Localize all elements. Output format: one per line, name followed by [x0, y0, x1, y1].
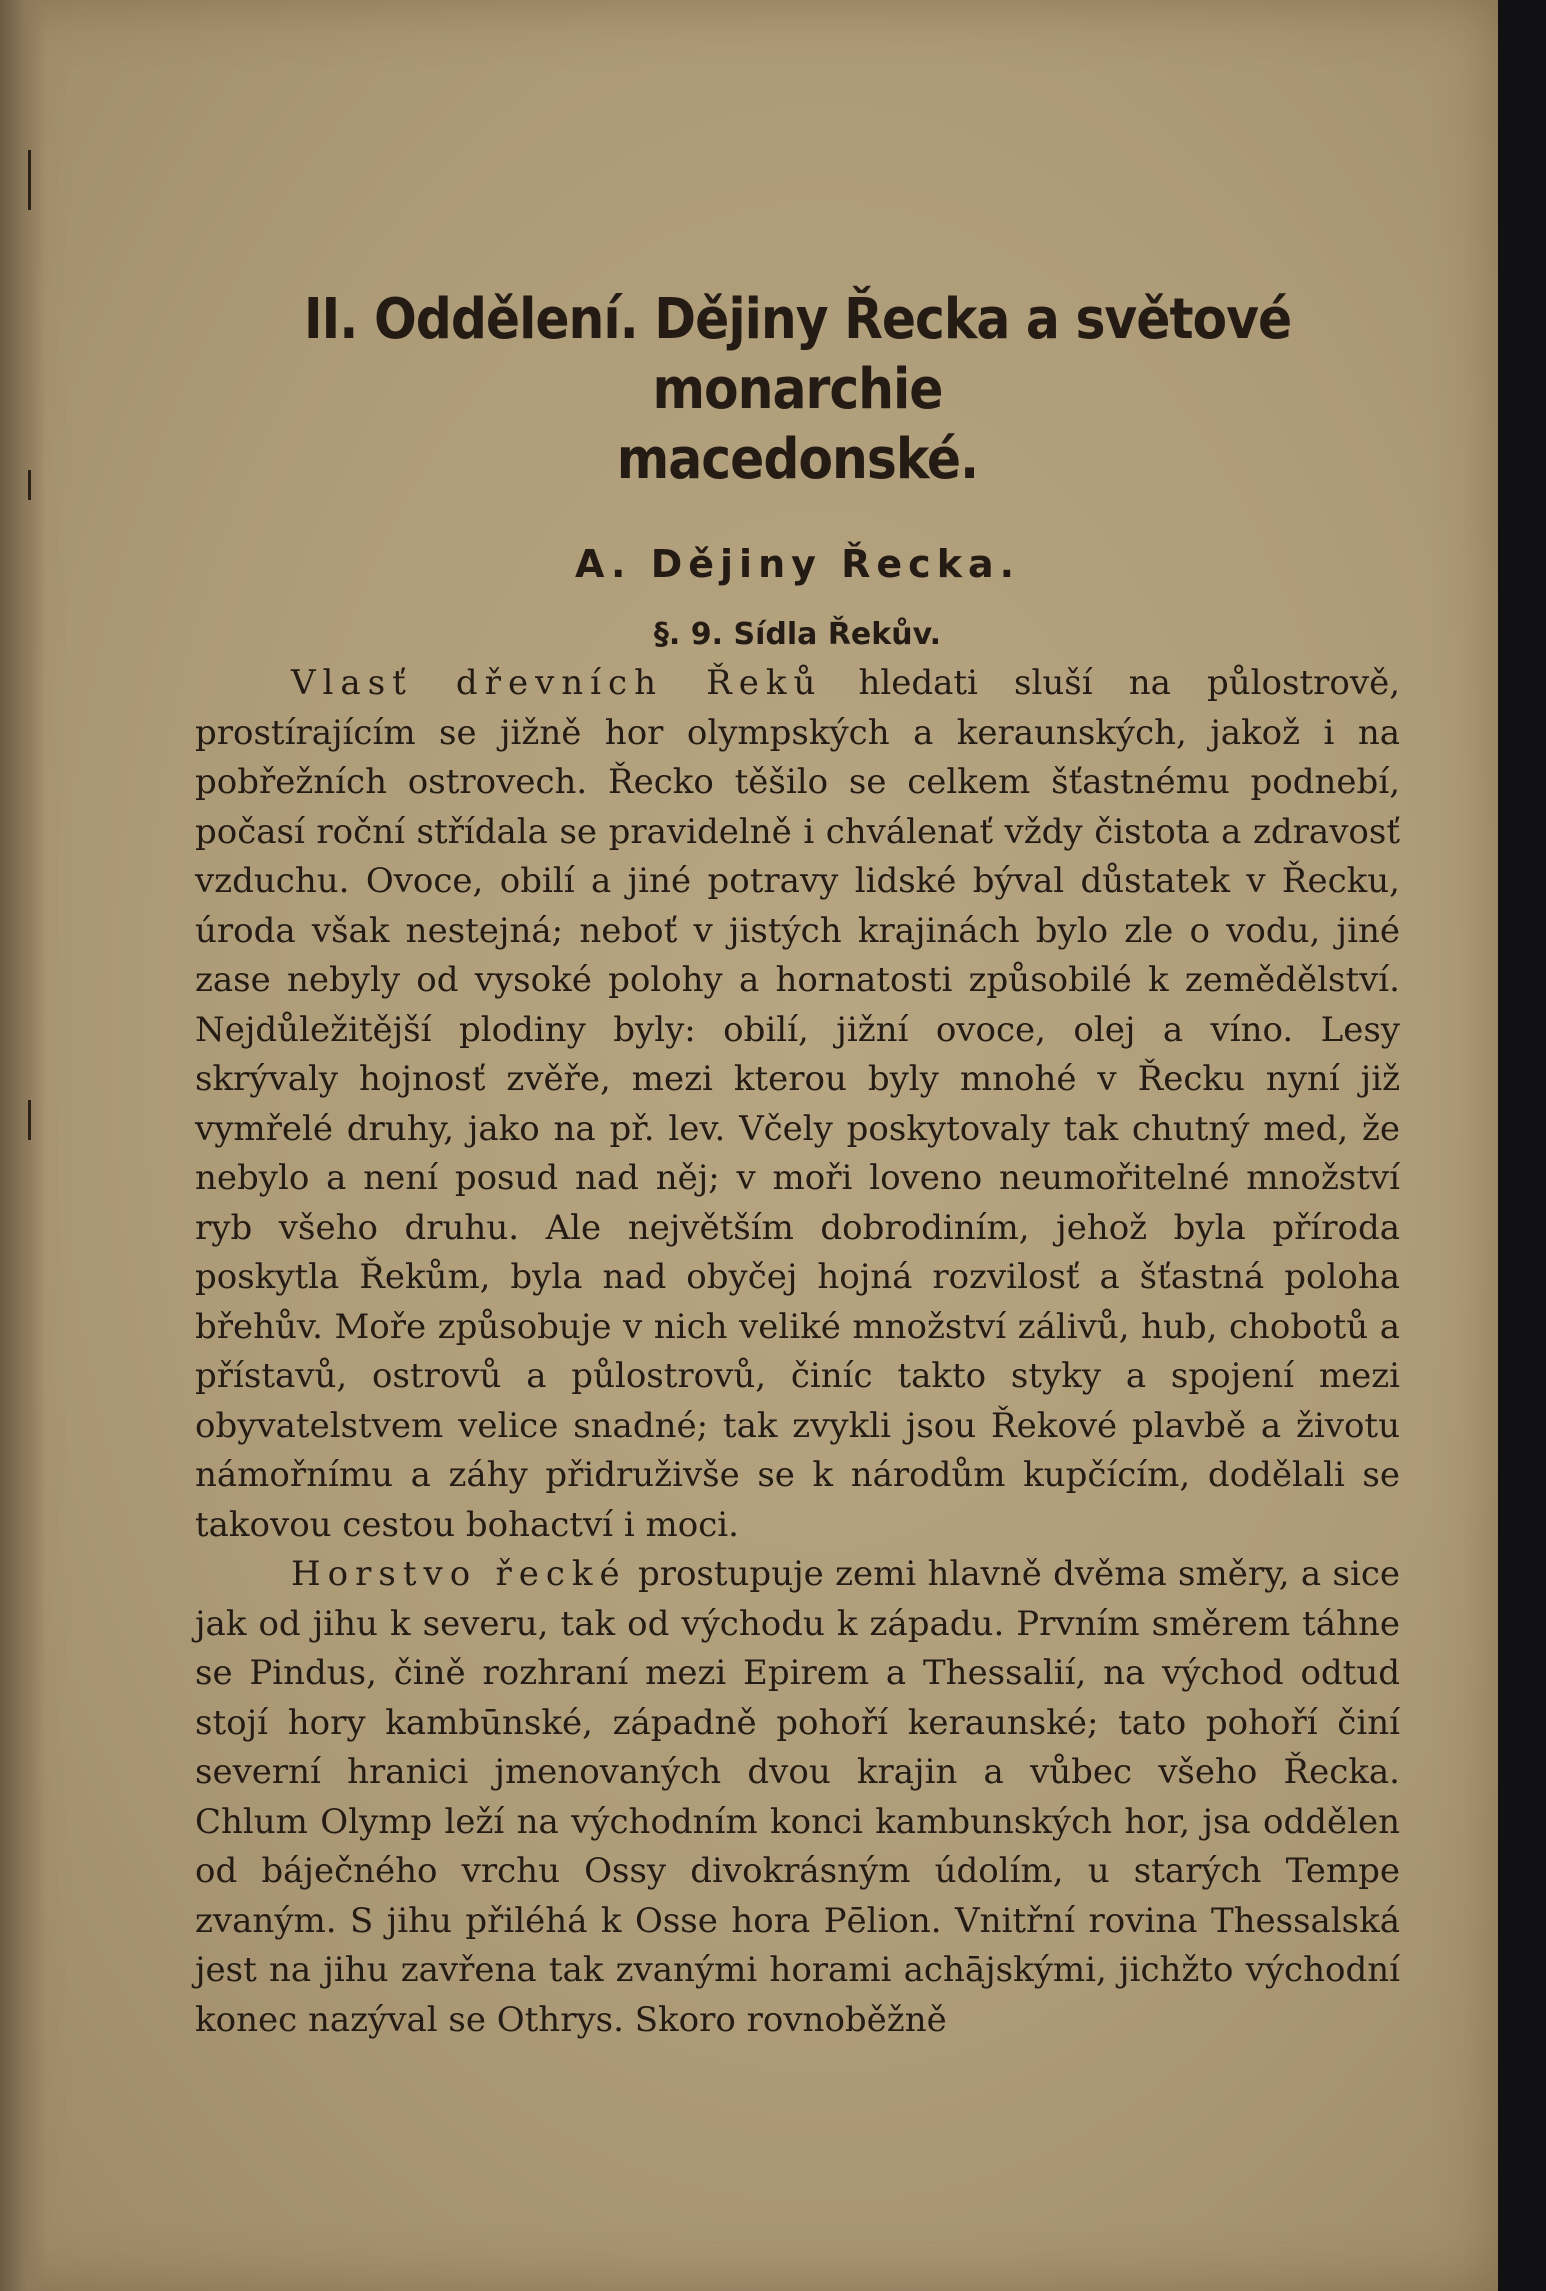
page-gutter [0, 0, 46, 2291]
chapter-title-line-2: macedonské. [616, 427, 979, 492]
paragraph-2-text: prostupuje zemi hlavně dvěma směry, a sice jak od jihu k severu, tak od východu k západu. Prvním směrem táhne se Pindus, čině rozhraní mezi Epirem a Thessalií, na východ odtud stojí hory kambūnské, západně pohoří keraunské; tato pohoří činí severní hranici jmenovaných dvou krajin a vůbec všeho Řecka. Chlum Olymp leží na východním konci kambunských hor, jsa oddělen od báječného vrchu Ossy divokrásným údolím, u starých Tempe zvaným. S jihu přiléhá k Osse hora Pēlion. Vnitřní rovina Thessalská jest na jihu zavřena tak zvanými horami achājskými, jichžto východní konec nazýval se Othrys. Skoro rovnoběžně [195, 1554, 1400, 2040]
gutter-mark [28, 1100, 31, 1140]
paragraph-1-lead: Vlasť dřevních Řeků [291, 663, 823, 703]
gutter-mark [28, 470, 31, 500]
paragraph-1 [195, 659, 1400, 1550]
paragraph-2 [195, 1550, 1400, 2045]
page-content [195, 285, 1400, 2045]
chapter-title-line-1: II. Oddělení. Dějiny Řecka a světové monarchie [303, 287, 1292, 422]
chapter-title [195, 285, 1400, 495]
section-heading: A. Dějiny Řecka. [574, 542, 1021, 586]
paragraph-2-lead: Horstvo řecké [291, 1554, 627, 1594]
paragraph-heading: §. 9. Sídla Řekův. [653, 617, 942, 652]
book-spine-shadow [1498, 0, 1546, 2291]
gutter-mark [28, 150, 31, 210]
paragraph-1-text: hledati sluší na půlostrově, prostírajícím se jižně hor olympských a keraunských, jakož i na pobřežních ostrovech. Řecko těšilo se celkem šťastnému podnebí, počasí roční střídala se pravidelně i chválenať vždy čistota a zdravosť vzduchu. Ovoce, obilí a jiné potravy lidské býval důstatek v Řecku, úroda však nestejná; neboť v jistých krajinách bylo zle o vodu, jiné zase nebyly od vysoké polohy a hornatosti způsobilé k zemědělství. Nejdůležitější plodiny byly: obilí, jižní ovoce, olej a víno. Lesy skrývaly hojnosť zvěře, mezi kterou byly mnohé v Řecku nyní již vymřelé druhy, jako na př. lev. Včely poskytovaly tak chutný med, že nebylo a není posud nad něj; v moři loveno neumořitelné množství ryb všeho druhu. Ale největším dobrodiním, jehož byla příroda poskytla Řekům, byla nad obyčej hojná rozvilosť a šťastná poloha břehův. Moře způsobuje v nich veliké množství zálivů, hub, chobotů a přístavů, ostrovů a půlostrovů, činíc takto styky a spojení mezi obyvatelstvem velice snadné; tak zvykli jsou Řekové plavbě a životu námořnímu a záhy přidruživše se k národům kupčícím, dodělali se takovou cestou bohactví i moci. [195, 663, 1400, 1545]
